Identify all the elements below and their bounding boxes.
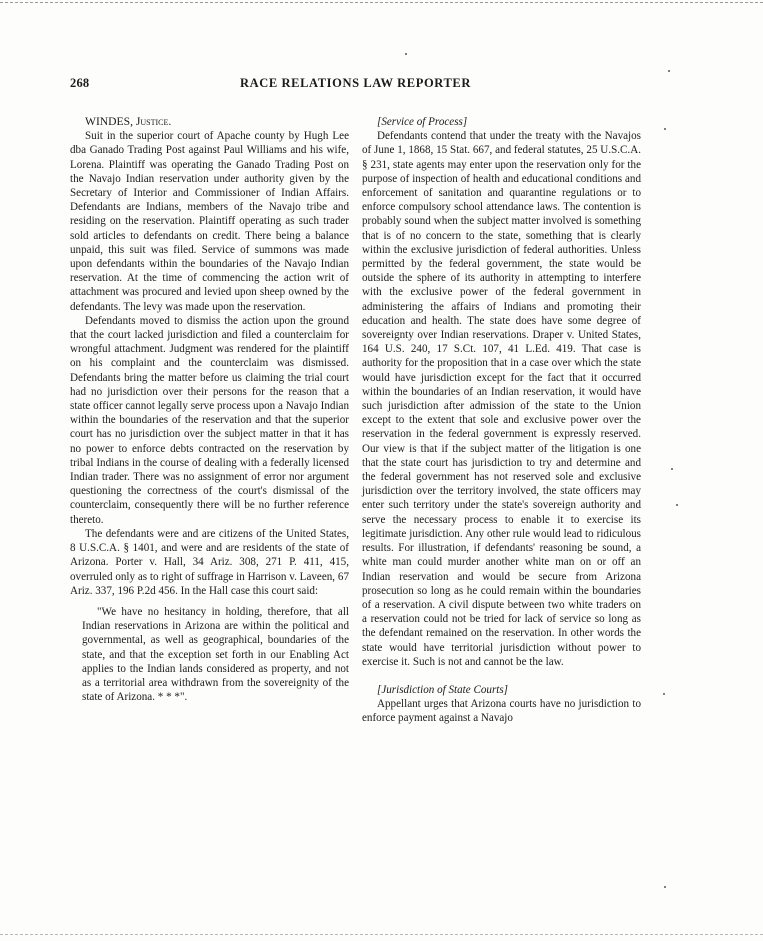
scan-edge-top bbox=[0, 2, 763, 3]
body-paragraph: Defendants moved to dismiss the action upon the ground that the court lacked jurisdiction and filed a counterclaim for wrongful attachment. Judgment was rendered for the plaintiff on his complaint and the counterclaim was dismissed. Defendants bring the matter before us claiming the trial court had no jurisdiction over their persons for the reason that a state officer cannot legally serve process upon a Navajo Indian within the boundaries of the reservation and that the superior court has no jurisdiction over the subject matter in that it has no power to enforce debts contracted on the reservation by tribal Indians in the course of dealing with a federally licensed Indian trader. There was no assignment of error nor argument questioning the correctness of the court's dismissal of the counterclaim, consequently there will be no further reference thereto. bbox=[70, 314, 349, 526]
block-quote bbox=[82, 605, 349, 704]
scan-edge-bottom bbox=[0, 934, 763, 935]
scan-speck bbox=[671, 468, 673, 470]
body-paragraph: Suit in the superior court of Apache county by Hugh Lee dba Ganado Trading Post against Paul Williams and his wife, Lorena. Plaintiff was operating the Ganado Trading Post on the Navajo Indian reservation under authority given by the Secretary of Interior and Commissioner of Indian Affairs. Defendants are Indians, members of the Navajo tribe and residing on the reservation. Plaintiff operating as such trader sold articles to defendants on credit. There being a balance unpaid, this suit was filed. Service of summons was made upon defendants within the boundaries of the Navajo Indian reservation. At the time of commencing the action writ of attachment was procured and levied upon sheep owned by the defendants. The levy was made upon the reservation. bbox=[70, 130, 349, 313]
opinion-author: WINDES, Justice. bbox=[85, 115, 172, 128]
scan-speck bbox=[664, 128, 666, 130]
scan-speck bbox=[663, 693, 665, 695]
body-paragraph: Appellant urges that Arizona courts have no jurisdiction to enforce payment against a Navajo bbox=[362, 698, 641, 725]
body-paragraph: The defendants were and are citizens of the United States, 8 U.S.C.A. § 1401, and were and are residents of the state of Arizona. Porter v. Hall, 34 Ariz. 308, 271 P. 411, 415, overruled only as to right of suffrage in Harrison v. Laveen, 67 Ariz. 337, 196 P.2d 456. In the Hall case this court said: bbox=[70, 527, 349, 597]
scan-speck bbox=[664, 886, 666, 888]
section-heading-jurisdiction: [Jurisdiction of State Courts] bbox=[377, 683, 508, 696]
page-number: 268 bbox=[70, 76, 90, 90]
scan-speck bbox=[405, 53, 407, 55]
quote-text: "We have no hesitancy in holding, therefore, that all Indian reservations in Arizona are within the political and governmental, as well as geographical, boundaries of the state, and that the exception set forth in our Enabling Act applies to the Indian lands considered as property, and not as a territorial area withdrawn from the sovereignity of the state of Arizona. * * *". bbox=[82, 605, 349, 704]
running-head: RACE RELATIONS LAW REPORTER bbox=[240, 76, 471, 90]
left-column bbox=[70, 115, 349, 704]
scan-speck bbox=[676, 504, 678, 506]
scan-speck bbox=[668, 70, 670, 72]
body-paragraph: Defendants contend that under the treaty with the Navajos of June 1, 1868, 15 Stat. 667, and federal statutes, 25 U.S.C.A. § 231, state agents may enter upon the reservation only for the purpose of inspection of health and educational conditions and enforcement of sanitation and quarantine regulations or to enforce compulsory school attendance laws. The contention is probably sound when the subject matter involved is something that is of no concern to the state, something that is clearly within the exclusive jurisdiction of federal authorities. Unless permitted by the federal government, the state would be outside the sphere of its authority in attempting to interfere with the exclusive power of the federal government in administering the affairs of Indians and promoting their education and health. The state does have some degree of sovereignty over Indian reservations. Draper v. United States, 164 U.S. 240, 17 S.Ct. 107, 41 L.Ed. 419. That case is authority for the proposition that in a case over which the state would have jurisdiction except for the fact that it occurred within the boundaries of an Indian reservation, it would have such jurisdiction after admission of the state to the Union except to the extent that sole and exclusive power over the reservation in the federal government is expressly reserved. Our view is that if the subject matter of the litigation is one that the state court has jurisdiction to try and determine and the federal government has not reserved sole and exclusive jurisdiction over the territory involved, the state officers may enter such territory under the state's sovereign authority and serve the necessary process to enable it to exercise its legitimate jurisdiction. Any other rule would lead to ridiculous results. For illustration, if defendants' reasoning be sound, a white man could murder another white man on or off an Indian reservation and would be secure from Arizona prosecution so long as he could remain within the boundaries of a reservation. A civil dispute between two white traders on a reservation could not be tried for lack of service so long as the defendant remained on the reservation. In other words the state would have territorial jurisdiction without power to exercise it. Such is not and cannot be the law. bbox=[362, 130, 641, 668]
right-column bbox=[362, 115, 641, 726]
section-heading-service-of-process: [Service of Process] bbox=[377, 116, 468, 128]
